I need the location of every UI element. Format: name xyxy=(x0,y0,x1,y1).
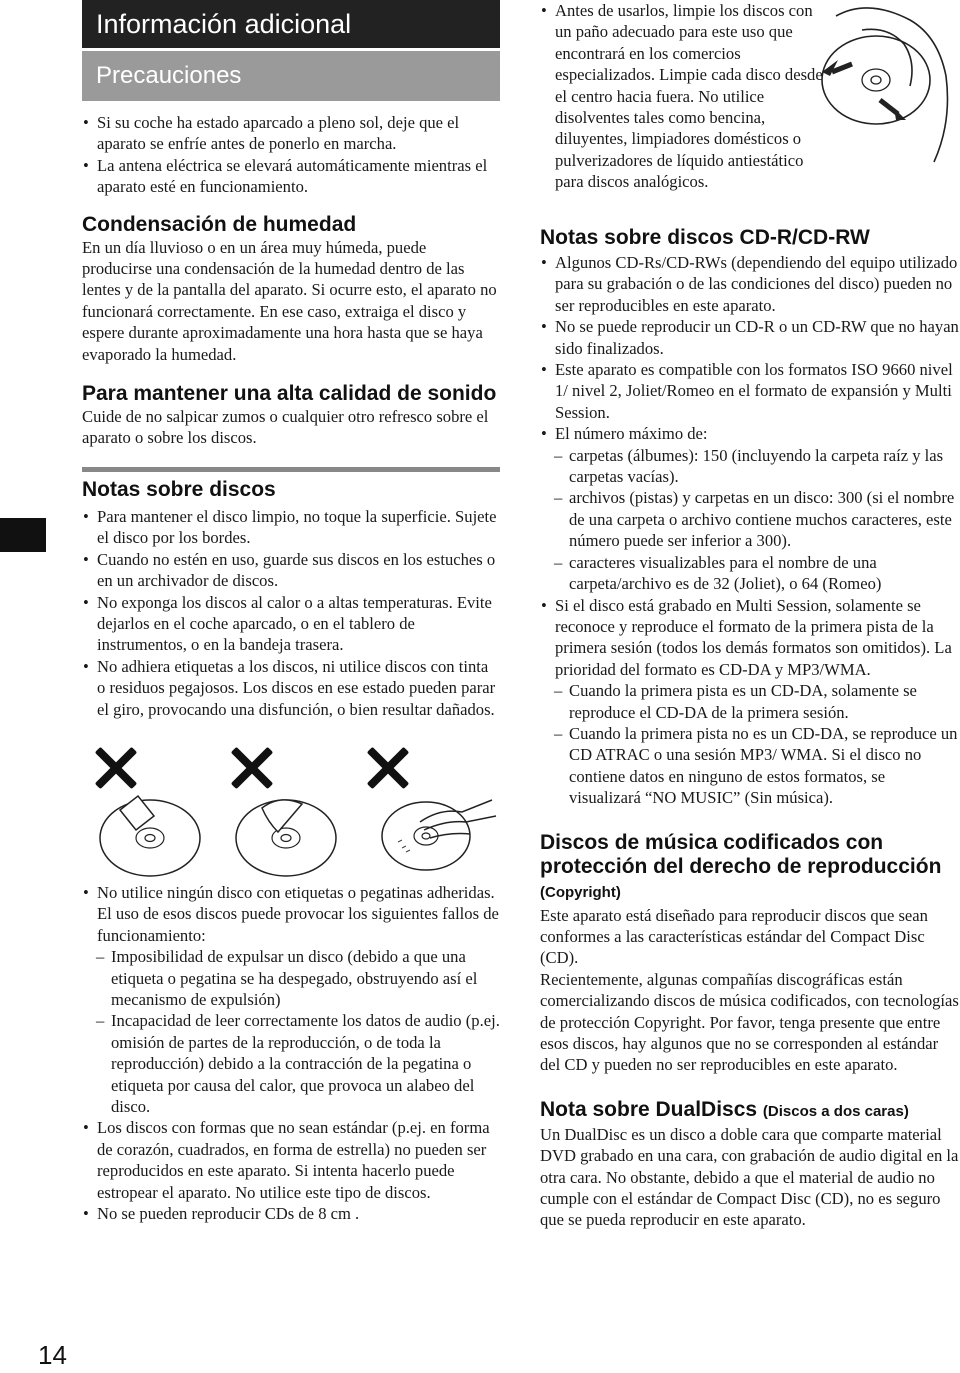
list-item: – caracteres visualizables para el nombre de una carpeta/archivo es de 32 (Joliet), o 64 (Romeo) xyxy=(540,552,960,595)
list-item: • No se pueden reproducir CDs de 8 cm . xyxy=(82,1203,500,1224)
list-item: • Cuando no estén en uso, guarde sus discos en los estuches o en un archivador de discos. xyxy=(82,549,500,592)
dualdisc-heading-text: Nota sobre DualDiscs xyxy=(540,1097,758,1121)
list-item: • Los discos con formas que no sean estándar (p.ej. en forma de corazón, cuadrados, en forma de estrella) no pueden ser reproducidos en este aparato. Si intenta hacerlo puede estropear el aparato. No utilice este tipo de discos. xyxy=(82,1117,500,1203)
list-item: • No se puede reproducir un CD-R o un CD-RW que no hayan sido finalizados. xyxy=(540,316,960,359)
condensation-heading: Condensación de humedad xyxy=(82,212,357,236)
copyright-heading-text: Discos de música codificados con protección del derecho de reproducción xyxy=(540,830,942,878)
list-item: – Cuando la primera pista es un CD-DA, solamente se reproduce el CD-DA de la primera sesión. xyxy=(540,680,960,723)
list-item: • Este aparato es compatible con los formatos ISO 9660 nivel 1/ nivel 2, Joliet/Romeo en el formato de expansión y Multi Session. xyxy=(540,359,960,423)
list-item: • La antena eléctrica se elevará automáticamente mientras el aparato esté en funcionamiento. xyxy=(82,155,500,198)
list-item: – Cuando la primera pista no es un CD-DA, se reproduce un CD ATRAC o una sesión MP3/ WMA. Si el disco no contiene datos en ninguno de estos formatos, se visualizará “NO MUSIC” (Sin música). xyxy=(540,723,960,809)
cdr-heading: Notas sobre discos CD-R/CD-RW xyxy=(540,226,870,249)
copyright-body-2: Recientemente, algunas compañías discográficas están comercializando discos de música codificados, con tecnologías de protección Copyright. Por favor, tenga presente que entre esos discos, hay algunos que no se corresponden al estándar del CD y pueden no ser reproducibles en este aparato. xyxy=(540,969,959,1075)
list-item: – Imposibilidad de expulsar un disco (debido a que una etiqueta o pegatina se ha despegado, obstruyendo así el mecanismo de expulsión) xyxy=(82,946,500,1010)
list-item: – Incapacidad de leer correctamente los datos de audio (p.ej. omisión de partes de la reproducción, o de toda la reproducción) debido a la contracción de la pegatina o etiqueta por causa del calor, que provoca un alabeo del disco. xyxy=(82,1010,500,1117)
disc-with-sticker-icon xyxy=(228,792,348,880)
list-item: • El número máximo de: xyxy=(540,423,960,444)
list-item: • Algunos CD-Rs/CD-RWs (dependiendo del equipo utilizado para su grabación o de las condiciones del disco) pueden no ser reproducibles en este aparato. xyxy=(540,252,960,316)
prohibited-icon xyxy=(366,746,410,790)
left-column xyxy=(82,0,500,1224)
prohibited-icon xyxy=(94,746,138,790)
cdr-list xyxy=(540,252,960,809)
dualdisc-heading xyxy=(540,1098,960,1124)
disc-notes-list xyxy=(82,506,500,720)
disc-warning-illustrations xyxy=(82,734,500,884)
page-title: Información adicional xyxy=(82,0,500,48)
list-item: • Si el disco está grabado en Multi Session, solamente se reconoce y reproduce el formato de la primera pista de la primera sesión (todos los demás formatos son omitidos). La prioridad del formato es CD-DA y MP3/WMA. xyxy=(540,595,960,681)
list-item: – archivos (pistas) y carpetas en un disco: 300 (si el nombre de una carpeta o archivo contiene muchos caracteres, este número puede ser inferior a 300). xyxy=(540,487,960,551)
list-item: – carpetas (álbumes): 150 (incluyendo la carpeta raíz y las carpetas vacías). xyxy=(540,445,960,488)
list-item: • No adhiera etiquetas a los discos, ni utilice discos con tinta o residuos pegajosos. Los discos en ese estado pueden parar el giro, provocando una disfunción, o bien resultar dañados. xyxy=(82,656,500,720)
page-number: 14 xyxy=(38,1340,67,1370)
copyright-heading-note: (Copyright) xyxy=(540,883,621,901)
sound-quality-heading: Para mantener una alta calidad de sonido xyxy=(82,382,497,406)
list-item: • Para mantener el disco limpio, no toque la superficie. Sujete el disco por los bordes. xyxy=(82,506,500,549)
disc-notes-heading: Notas sobre discos xyxy=(82,467,500,502)
list-item: • Si su coche ha estado aparcado a pleno sol, deje que el aparato se enfríe antes de ponerlo en marcha. xyxy=(82,112,500,155)
list-item xyxy=(540,0,960,193)
cleaning-list xyxy=(540,0,960,193)
copyright-body-1: Este aparato está diseñado para reproducir discos que sean conformes a las características estándar del Compact Disc (CD). xyxy=(540,905,928,968)
cleaning-text: • Antes de usarlos, limpie los discos con un paño adecuado para este uso que encontrará en los comercios especializados. Limpie cada disco desde el centro hacia fuera. No utilice disolventes tales como bencina, diluyentes, limpiadores domésticos o pulverizadores de líquido antiestático para discos analógicos. xyxy=(555,1,823,192)
dualdisc-body: Un DualDisc es un disco a doble cara que comparte material DVD grabado en una cara, con grabación de audio digital en la otra cara. No obstante, debido a que el material de audio no cumple con el estándar de Compact Disc (CD), no es seguro que se pueda reproducir en este aparato. xyxy=(540,1124,959,1230)
disc-being-touched-icon xyxy=(380,786,500,876)
prohibited-icon xyxy=(230,746,274,790)
cleaning-note-block xyxy=(540,0,960,193)
section-title: Precauciones xyxy=(82,51,500,101)
disc-with-label-icon xyxy=(92,792,212,880)
dualdisc-heading-note: (Discos a dos caras) xyxy=(762,1102,909,1120)
cdr-section xyxy=(540,226,960,1231)
sound-quality-body: Cuide de no salpicar zumos o cualquier otro refresco sobre el aparato o sobre los discos. xyxy=(82,407,489,448)
list-item: • No utilice ningún disco con etiquetas o pegatinas adheridas. El uso de esos discos puede provocar los siguientes fallos de funcionamiento: xyxy=(82,882,500,946)
section-tab-marker xyxy=(0,518,46,552)
copyright-heading xyxy=(540,831,960,905)
list-item: • No exponga los discos al calor o a altas temperaturas. Evite dejarlos en el coche aparcado, o en el tablero de instrumentos, o en la bandeja trasera. xyxy=(82,592,500,656)
label-warnings-list xyxy=(82,882,500,1225)
condensation-body: En un día lluvioso o en un área muy húmeda, puede producirse una condensación de la humedad dentro de las lentes y de la pantalla del aparato. Si ocurre esto, el aparato no funcionará correctamente. En ese caso, extraiga el disco y espere durante aproximadamente una hora hasta que se haya evaporado la humedad. xyxy=(82,237,497,364)
precautions-list xyxy=(82,112,500,198)
